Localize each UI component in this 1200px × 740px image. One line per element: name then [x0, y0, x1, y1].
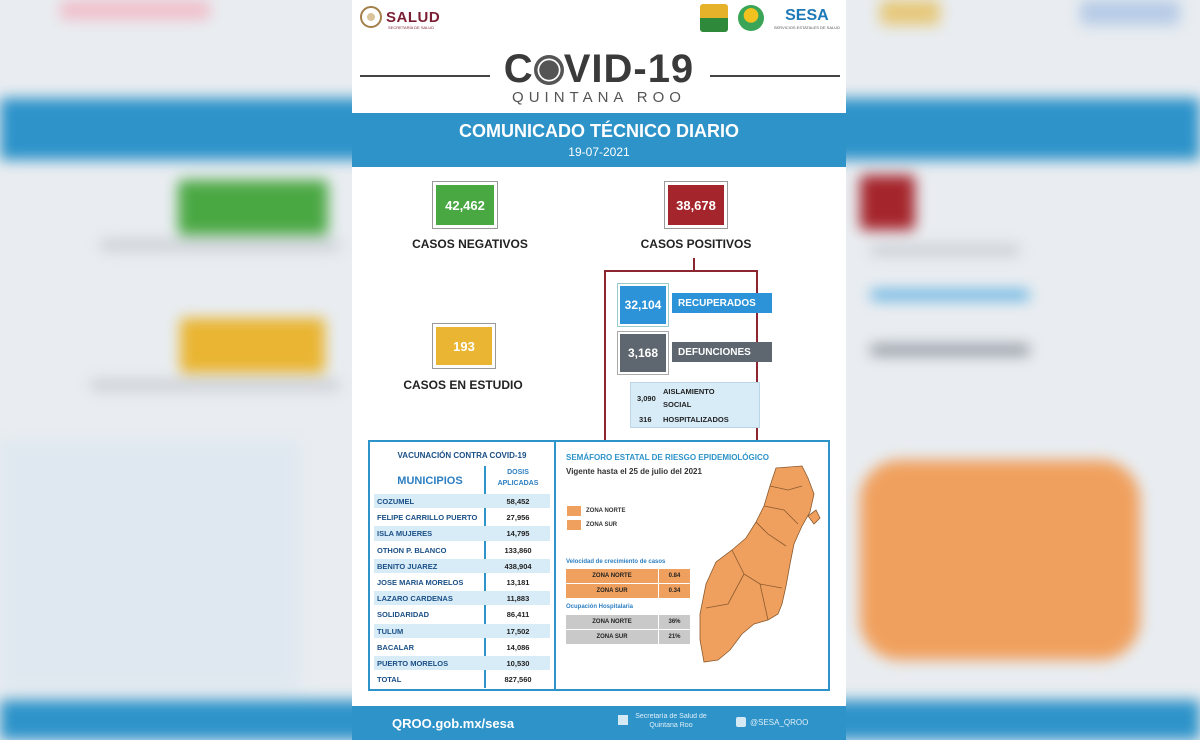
col-municipios: MUNICIPIOS — [397, 475, 463, 487]
footer-twitter-link[interactable]: @SESA_QROO — [750, 718, 809, 727]
vaccination-row — [374, 640, 550, 654]
dosis-value: 10,530 — [506, 659, 530, 668]
vaccination-row — [374, 510, 550, 524]
footer-url-link[interactable]: QROO.gob.mx/sesa — [392, 716, 515, 731]
casos-positivos-value: 38,678 — [668, 185, 724, 225]
vaccination-row — [374, 624, 550, 638]
dosis-value: 27,956 — [506, 513, 530, 523]
casos-positivos-label: CASOS POSITIVOS — [640, 237, 752, 251]
semaforo-vigencia: Vigente hasta el 25 de julio del 2021 — [566, 467, 702, 476]
municipio-name: ISLA MUJERES — [377, 529, 433, 539]
partner-logos — [700, 4, 840, 32]
legend-zona-norte: ZONA NORTE — [586, 508, 626, 514]
municipio-name: PUERTO MORELOS — [377, 659, 449, 668]
covid-title: C VID-19 — [503, 47, 695, 91]
col-dosis: DOSIS — [507, 469, 529, 476]
vaccination-row — [374, 575, 550, 589]
state-program-logo-icon — [738, 5, 764, 31]
vaccination-title: VACUNACIÓN CONTRA COVID-19 — [397, 451, 527, 460]
covid-report-poster — [352, 0, 846, 740]
municipio-name: BENITO JUAREZ — [377, 561, 438, 571]
casos-negativos-label: CASOS NEGATIVOS — [412, 237, 528, 251]
vaccination-row — [374, 656, 550, 670]
aislamiento-value: 3,090 — [637, 394, 656, 403]
dosis-value: 14,795 — [506, 529, 530, 539]
aislamiento-label: AISLAMIENTO — [663, 387, 715, 396]
mexico-seal-icon — [360, 6, 382, 28]
municipio-name: TULUM — [377, 626, 404, 636]
dosis-value: 17,502 — [506, 626, 530, 636]
quintana-roo-logo-icon — [700, 4, 728, 32]
vaccination-row — [374, 559, 550, 573]
covid-subtitle: QUINTANA ROO — [512, 89, 686, 106]
dosis-value: 827,560 — [504, 675, 532, 685]
dosis-value: 13,181 — [506, 578, 530, 587]
municipio-name: TOTAL — [377, 675, 402, 685]
quintana-roo-map — [698, 464, 828, 664]
vaccination-semaforo-panel — [368, 440, 830, 691]
defunciones-breakdown-table — [630, 382, 760, 428]
municipio-name: SOLIDARIDAD — [377, 610, 430, 620]
municipio-name: OTHON P. BLANCO — [377, 545, 447, 555]
casos-estudio-value: 193 — [436, 327, 492, 365]
twitter-icon — [736, 717, 746, 727]
velocidad-row: ZONA SUR 0.34 — [566, 584, 690, 598]
dosis-value: 438,904 — [504, 561, 532, 571]
ocupacion-row: ZONA NORTE 36% — [566, 615, 690, 629]
vaccination-row — [374, 543, 550, 557]
salud-logo: SALUD — [360, 6, 440, 28]
defunciones-label: DEFUNCIONES — [672, 342, 772, 362]
dosis-value: 11,883 — [506, 594, 530, 604]
velocidad-row: ZONA NORTE 0.84 — [566, 569, 690, 583]
aislamiento-label-2: SOCIAL — [663, 400, 692, 409]
hospitalizados-value: 316 — [639, 415, 652, 424]
recuperados-value: 32,104 — [620, 286, 666, 324]
vaccination-row — [374, 494, 550, 508]
legend-zona-sur-swatch — [567, 520, 581, 530]
dosis-value: 86,411 — [506, 610, 530, 620]
casos-negativos-value: 42,462 — [436, 185, 494, 225]
dosis-value: 14,086 — [506, 642, 530, 652]
legend-zona-norte-swatch — [567, 506, 581, 516]
ocupacion-title: Ocupación Hospitalaria — [566, 604, 634, 610]
report-date: 19-07-2021 — [568, 145, 630, 159]
positivos-connector — [693, 258, 695, 270]
legend-zona-sur: ZONA SUR — [586, 522, 618, 528]
municipio-name: COZUMEL — [377, 497, 415, 506]
vaccination-row — [374, 526, 550, 540]
municipio-name: LAZARO CARDENAS — [377, 594, 453, 604]
virus-icon — [534, 55, 564, 85]
footer — [352, 706, 846, 740]
report-title: COMUNICADO TÉCNICO DIARIO — [459, 121, 739, 141]
salud-subtitle: SECRETARÍA DE SALUD — [388, 25, 435, 30]
vaccination-row — [374, 672, 550, 686]
ocupacion-row: ZONA SUR 21% — [566, 630, 690, 644]
casos-estudio-label: CASOS EN ESTUDIO — [403, 378, 523, 392]
municipio-name: JOSE MARIA MORELOS — [377, 578, 464, 587]
velocidad-title: Velocidad de crecimiento de casos — [566, 559, 666, 565]
vaccination-row — [374, 591, 550, 605]
recuperados-label: RECUPERADOS — [672, 293, 772, 313]
col-aplicadas: APLICADAS — [497, 480, 539, 487]
footer-facebook-link[interactable]: Secretaría de Salud de Quintana Roo — [635, 713, 707, 729]
report-header-band — [352, 113, 846, 167]
sesa-logo: SESA SERVICIOS ESTATALES DE SALUD — [773, 6, 840, 30]
dosis-value: 58,452 — [506, 497, 530, 506]
semaforo-title: SEMÁFORO ESTATAL DE RIESGO EPIDEMIOLÓGICO — [566, 453, 769, 462]
panel-divider — [554, 442, 556, 689]
facebook-icon — [618, 715, 628, 725]
dosis-value: 133,860 — [504, 545, 532, 555]
municipio-name: FELIPE CARRILLO PUERTO — [377, 513, 478, 523]
hospitalizados-label: HOSPITALIZADOS — [663, 415, 729, 424]
defunciones-value: 3,168 — [620, 334, 666, 372]
vaccination-row — [374, 607, 550, 621]
municipio-name: BACALAR — [377, 642, 415, 652]
